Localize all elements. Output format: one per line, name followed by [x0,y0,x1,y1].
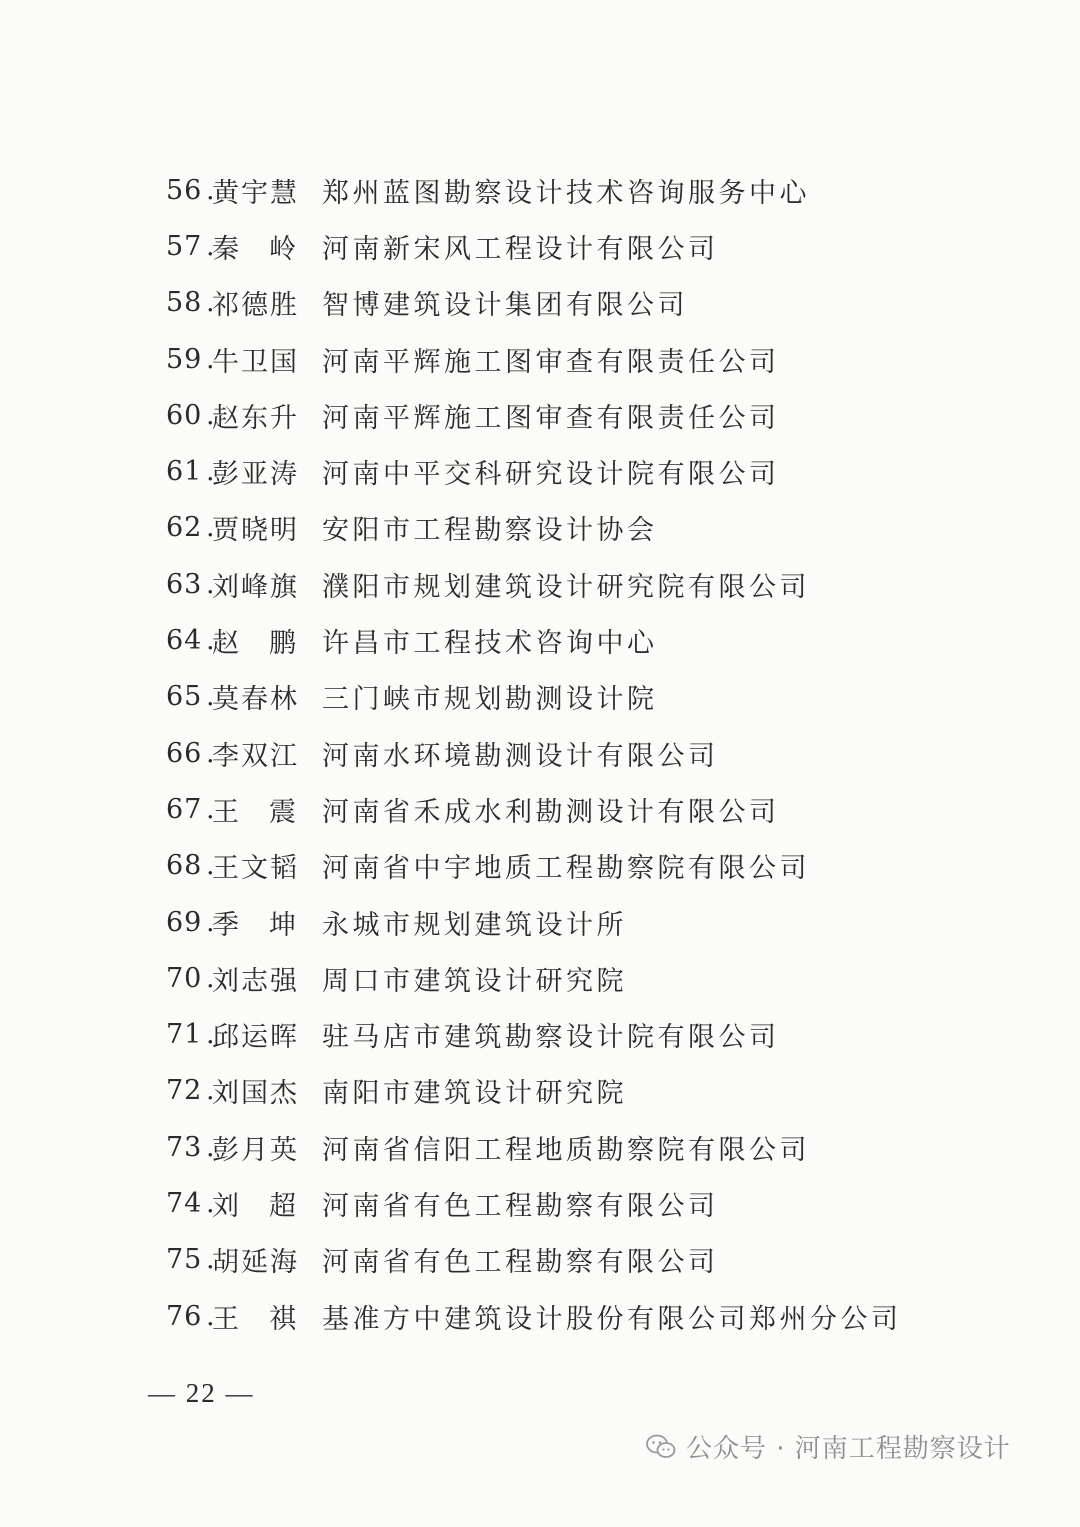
name-list [166,162,966,1344]
organization-name: 三门峡市规划勘测设计院 [322,684,658,716]
organization-name: 河南中平交科研究设计院有限公司 [322,459,780,491]
list-item [166,781,966,837]
item-number-dot: . [206,1244,215,1276]
person-name [212,1184,296,1223]
person-name: 黄宇慧 [212,177,299,209]
item-number: 63 [166,568,203,600]
watermark [646,1428,1011,1465]
list-item [166,162,966,218]
item-number: 56 [166,174,203,206]
item-number-dot: . [206,1187,215,1219]
person-name: 刘国杰 [212,1078,299,1110]
person-name: 刘峰旗 [212,571,299,603]
person-name: 祁德胜 [212,290,299,322]
item-number: 57 [166,230,203,262]
organization-name: 永城市规划建筑设计所 [322,909,627,941]
list-item [166,612,966,668]
organization-name: 南阳市建筑设计研究院 [322,1078,627,1110]
person-name: 邱运晖 [212,1022,299,1054]
item-number-dot: . [206,230,215,262]
page-number: — 22 — [148,1378,255,1408]
list-item [166,1288,966,1344]
item-number: 71 [166,1019,203,1051]
item-number: 59 [166,343,203,375]
list-item [166,1232,966,1288]
item-number-dot: . [206,737,215,769]
person-name-char: 赵 [212,628,239,660]
item-number-dot: . [206,681,215,713]
person-name-char: 坤 [269,909,296,941]
item-number-dot: . [206,1300,215,1332]
person-name [212,1297,296,1336]
item-number-dot: . [206,287,215,319]
organization-name: 智博建筑设计集团有限公司 [322,290,688,322]
item-number-dot: . [206,1131,215,1163]
item-number-dot: . [206,1019,215,1051]
organization-name: 河南省信阳工程地质勘察院有限公司 [322,1134,810,1166]
organization-name: 安阳市工程勘察设计协会 [322,515,658,547]
item-number-dot: . [206,1075,215,1107]
organization-name: 驻马店市建筑勘察设计院有限公司 [322,1022,780,1054]
person-name: 赵东升 [212,402,299,434]
organization-name: 郑州蓝图勘察设计技术咨询服务中心 [322,177,810,209]
item-number: 65 [166,681,203,713]
person-name-char: 秦 [212,233,239,265]
organization-name: 河南平辉施工图审查有限责任公司 [322,346,780,378]
item-number: 70 [166,962,203,994]
person-name [212,621,296,660]
list-item [166,669,966,725]
list-item [166,1175,966,1231]
item-number: 75 [166,1244,203,1276]
person-name-char: 刘 [212,1190,239,1222]
item-number-dot: . [206,568,215,600]
person-name-char: 王 [212,1303,239,1335]
list-item [166,331,966,387]
item-number-dot: . [206,174,215,206]
list-item [166,1063,966,1119]
list-item [166,894,966,950]
watermark-text: 公众号 · 河南工程勘察设计 [686,1434,1011,1464]
item-number: 62 [166,512,203,544]
item-number: 64 [166,625,203,657]
person-name: 胡延海 [212,1247,299,1279]
person-name-char: 超 [269,1190,296,1222]
organization-name: 基准方中建筑设计股份有限公司郑州分公司 [322,1303,902,1335]
item-number: 66 [166,737,203,769]
item-number-dot: . [206,399,215,431]
person-name: 李双江 [212,740,299,772]
list-item [166,556,966,612]
organization-name: 河南省中宇地质工程勘察院有限公司 [322,853,810,885]
item-number-dot: . [206,625,215,657]
organization-name: 河南平辉施工图审查有限责任公司 [322,402,780,434]
list-item [166,838,966,894]
person-name [212,227,296,266]
person-name [212,790,296,829]
person-name: 莫春林 [212,684,299,716]
person-name-char: 鹏 [269,628,296,660]
item-number: 69 [166,906,203,938]
organization-name: 河南水环境勘测设计有限公司 [322,740,719,772]
person-name: 刘志强 [212,965,299,997]
person-name: 牛卫国 [212,346,299,378]
person-name: 王文韬 [212,853,299,885]
item-number-dot: . [206,962,215,994]
item-number: 61 [166,456,203,488]
item-number: 68 [166,850,203,882]
person-name-char: 王 [212,796,239,828]
list-item [166,950,966,1006]
item-number: 58 [166,287,203,319]
item-number-dot: . [206,850,215,882]
item-number: 76 [166,1300,203,1332]
list-item [166,1006,966,1062]
person-name: 贾晓明 [212,515,299,547]
organization-name: 河南省禾成水利勘测设计有限公司 [322,796,780,828]
person-name-char: 岭 [269,233,296,265]
organization-name: 河南省有色工程勘察有限公司 [322,1190,719,1222]
organization-name: 周口市建筑设计研究院 [322,965,627,997]
item-number: 74 [166,1187,203,1219]
item-number: 67 [166,793,203,825]
person-name [212,903,296,942]
item-number: 73 [166,1131,203,1163]
item-number: 60 [166,399,203,431]
person-name: 彭月英 [212,1134,299,1166]
organization-name: 河南省有色工程勘察有限公司 [322,1247,719,1279]
person-name: 彭亚涛 [212,459,299,491]
list-item [166,1119,966,1175]
organization-name: 濮阳市规划建筑设计研究院有限公司 [322,571,810,603]
list-item [166,443,966,499]
list-item [166,725,966,781]
item-number-dot: . [206,456,215,488]
list-item [166,500,966,556]
item-number-dot: . [206,512,215,544]
item-number-dot: . [206,793,215,825]
item-number: 72 [166,1075,203,1107]
list-item [166,218,966,274]
person-name-char: 震 [269,796,296,828]
wechat-icon [646,1434,676,1460]
item-number-dot: . [206,906,215,938]
person-name-char: 季 [212,909,239,941]
list-item [166,387,966,443]
organization-name: 河南新宋风工程设计有限公司 [322,233,719,265]
list-item [166,275,966,331]
item-number-dot: . [206,343,215,375]
person-name-char: 祺 [269,1303,296,1335]
organization-name: 许昌市工程技术咨询中心 [322,628,658,660]
